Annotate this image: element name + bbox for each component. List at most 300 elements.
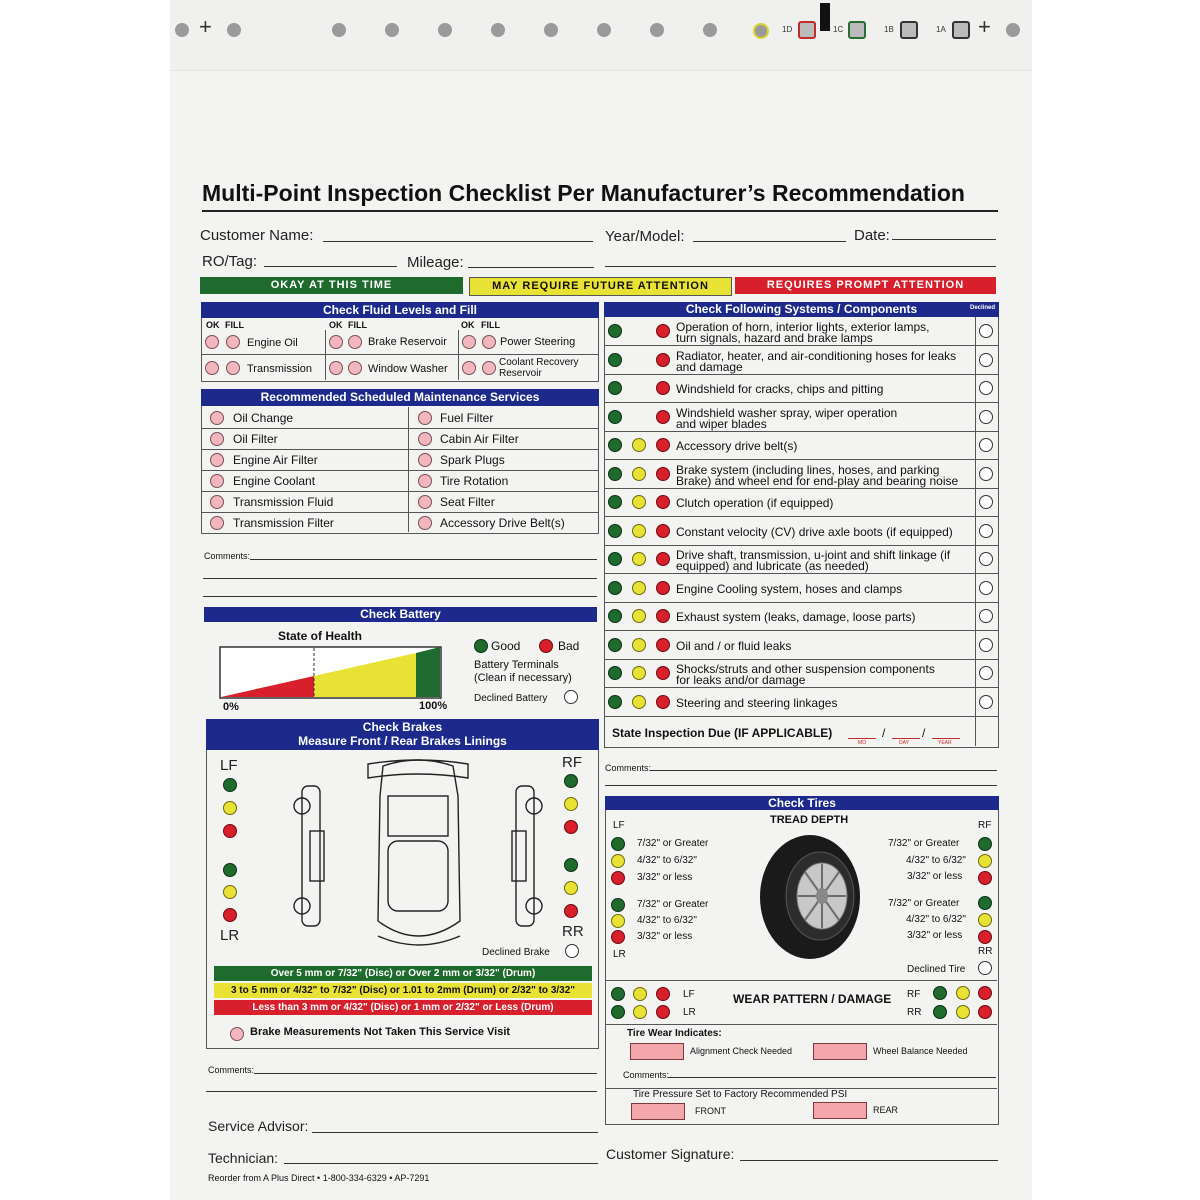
declined-brake-checkbox[interactable] bbox=[565, 944, 579, 958]
customer-signature-label: Customer Signature: bbox=[606, 1146, 735, 1162]
battery-good-indicator[interactable] bbox=[474, 639, 488, 653]
system-red-indicator[interactable] bbox=[656, 552, 670, 566]
system-item-label: equipped) and lubricate (as needed) bbox=[676, 559, 869, 573]
declined-tire-label: Declined Tire bbox=[907, 964, 966, 975]
system-green-indicator[interactable] bbox=[608, 353, 622, 367]
punch-hole bbox=[1006, 23, 1020, 37]
fluid-levels-title: Check Fluid Levels and Fill bbox=[201, 302, 599, 318]
system-item-label: Exhaust system (leaks, damage, loose parts) bbox=[676, 610, 916, 624]
battery-min-label: 0% bbox=[223, 701, 239, 713]
registration-mark-icon: + bbox=[199, 14, 212, 39]
lf-label: LF bbox=[220, 757, 238, 774]
wear-pattern-label: WEAR PATTERN / DAMAGE bbox=[733, 992, 892, 1006]
maintenance-item-label: Cabin Air Filter bbox=[440, 432, 519, 446]
system-green-indicator[interactable] bbox=[608, 609, 622, 623]
customer-signature-field[interactable] bbox=[740, 1160, 998, 1161]
system-item-label: Operation of horn, interior lights, exterior lamps, bbox=[676, 320, 930, 334]
rr-wear-yellow[interactable] bbox=[956, 1005, 970, 1019]
system-item-label: Windshield washer spray, wiper operation bbox=[676, 405, 898, 420]
customer-name-label: Customer Name: bbox=[200, 227, 314, 244]
comments-line[interactable] bbox=[250, 559, 597, 560]
lr-brake-red[interactable] bbox=[223, 908, 237, 922]
system-yellow-indicator[interactable] bbox=[632, 495, 646, 509]
ro-tag-field[interactable] bbox=[264, 266, 397, 267]
system-green-indicator[interactable] bbox=[608, 467, 622, 481]
rr-tread-green[interactable] bbox=[978, 896, 992, 910]
system-red-indicator[interactable] bbox=[656, 666, 670, 680]
copy-label: 1C bbox=[833, 25, 844, 34]
rf-wear-green[interactable] bbox=[933, 986, 947, 1000]
lr-tread-green[interactable] bbox=[611, 898, 625, 912]
lf-wear-green[interactable] bbox=[611, 987, 625, 1001]
brake-not-taken-label: Brake Measurements Not Taken This Service Visit bbox=[250, 1026, 511, 1038]
declined-battery-label: Declined Battery bbox=[474, 693, 548, 704]
punch-hole bbox=[650, 23, 664, 37]
day-label: DAY bbox=[899, 740, 909, 746]
front-label: FRONT bbox=[695, 1106, 726, 1116]
comments-line[interactable] bbox=[254, 1073, 597, 1074]
tire-icon bbox=[758, 832, 862, 962]
inspection-year-field[interactable] bbox=[932, 738, 960, 739]
alignment-label: Alignment Check Needed bbox=[690, 1046, 793, 1056]
battery-bad-indicator[interactable] bbox=[539, 639, 553, 653]
fluid-label: Engine Oil bbox=[247, 337, 298, 349]
system-yellow-indicator[interactable] bbox=[632, 581, 646, 595]
declined-brake-label: Declined Brake bbox=[482, 947, 550, 958]
mo-label: MO bbox=[858, 740, 867, 746]
lr-wear-red[interactable] bbox=[656, 1005, 670, 1019]
declined-tire-checkbox[interactable] bbox=[978, 961, 992, 975]
system-item-label: Clutch operation (if equipped) bbox=[676, 496, 834, 510]
system-red-indicator[interactable] bbox=[656, 410, 670, 424]
tread-depth-label: TREAD DEPTH bbox=[770, 814, 849, 826]
comments-line[interactable] bbox=[203, 578, 597, 579]
service-advisor-field[interactable] bbox=[312, 1132, 598, 1133]
tire-wear-indicates-label: Tire Wear Indicates: bbox=[627, 1028, 722, 1039]
wheel-balance-box[interactable] bbox=[813, 1043, 867, 1060]
inspection-month-field[interactable] bbox=[848, 738, 876, 739]
lr-brake-yellow[interactable] bbox=[223, 885, 237, 899]
declined-battery-checkbox[interactable] bbox=[564, 690, 578, 704]
legend-prompt: REQUIRES PROMPT ATTENTION bbox=[735, 277, 996, 294]
fluid-label: Transmission bbox=[247, 363, 312, 375]
engine-oil-ok-checkbox[interactable] bbox=[205, 335, 219, 349]
system-item-label: Windshield for cracks, chips and pitting bbox=[676, 382, 884, 396]
rr-brake-yellow[interactable] bbox=[564, 881, 578, 895]
tread-green-label: 7/32" or Greater bbox=[637, 838, 709, 849]
inspection-form bbox=[170, 0, 1032, 1200]
lr-tread-red[interactable] bbox=[611, 930, 625, 944]
system-green-indicator[interactable] bbox=[608, 410, 622, 424]
copy-marker-icon bbox=[798, 21, 816, 39]
wear-lr-label: LR bbox=[683, 1007, 696, 1018]
system-declined-checkbox[interactable] bbox=[979, 467, 993, 481]
fill-label: FILL bbox=[225, 320, 244, 330]
page-title: Multi-Point Inspection Checklist Per Manufacturer’s Recommendation bbox=[202, 180, 998, 212]
system-item-label: and wiper blades bbox=[676, 416, 767, 431]
windshield bbox=[388, 796, 448, 836]
system-red-indicator[interactable] bbox=[656, 381, 670, 395]
lf-wear-red[interactable] bbox=[656, 987, 670, 1001]
punch-hole bbox=[227, 23, 241, 37]
punch-hole bbox=[544, 23, 558, 37]
maintenance-item-label: Engine Coolant bbox=[233, 474, 316, 488]
rr-wear-green[interactable] bbox=[933, 1005, 947, 1019]
system-item-label: turn signals, hazard and brake lamps bbox=[676, 331, 873, 345]
system-red-indicator[interactable] bbox=[656, 638, 670, 652]
gauge-green-segment bbox=[416, 647, 440, 697]
system-red-indicator[interactable] bbox=[656, 438, 670, 452]
tread-red-label: 3/32" or less bbox=[637, 872, 693, 883]
system-item-label: Accessory drive belt(s) bbox=[676, 439, 798, 453]
transmission-ok-checkbox[interactable] bbox=[205, 361, 219, 375]
date-separator: / bbox=[922, 726, 926, 740]
maintenance-checkbox[interactable] bbox=[418, 453, 432, 467]
fluid-label: Reservoir bbox=[499, 368, 542, 379]
lr-wear-yellow[interactable] bbox=[633, 1005, 647, 1019]
maintenance-item-label: Oil Filter bbox=[233, 432, 278, 446]
lr-label: LR bbox=[220, 927, 240, 944]
system-declined-checkbox[interactable] bbox=[979, 666, 993, 680]
copy-marker-icon bbox=[900, 21, 918, 39]
system-declined-checkbox[interactable] bbox=[979, 381, 993, 395]
maintenance-item-label: Oil Change bbox=[233, 411, 294, 425]
divider bbox=[201, 512, 598, 513]
system-red-indicator[interactable] bbox=[656, 524, 670, 538]
window bbox=[512, 831, 526, 881]
wheel-hub bbox=[816, 888, 828, 904]
rf-brake-red[interactable] bbox=[564, 820, 578, 834]
punch-hole bbox=[597, 23, 611, 37]
alignment-check-box[interactable] bbox=[630, 1043, 684, 1060]
system-declined-checkbox[interactable] bbox=[979, 552, 993, 566]
system-green-indicator[interactable] bbox=[608, 324, 622, 338]
maintenance-checkbox[interactable] bbox=[418, 495, 432, 509]
year-label: YEAR bbox=[938, 740, 952, 746]
punch-hole bbox=[332, 23, 346, 37]
brake-green-range: Over 5 mm or 7/32" (Disc) or Over 2 mm or 3/32" (Drum) bbox=[214, 966, 592, 981]
perforated-strip bbox=[170, 0, 1032, 71]
maintenance-item-label: Transmission Fluid bbox=[233, 495, 334, 509]
system-red-indicator[interactable] bbox=[656, 324, 670, 338]
rr-wear-red[interactable] bbox=[978, 1005, 992, 1019]
maintenance-checkbox[interactable] bbox=[418, 411, 432, 425]
ro-tag-label: RO/Tag: bbox=[202, 253, 258, 270]
copy-label: 1A bbox=[936, 25, 946, 34]
lr-wear-green[interactable] bbox=[611, 1005, 625, 1019]
brake-reservoir-ok-checkbox[interactable] bbox=[329, 335, 343, 349]
system-declined-checkbox[interactable] bbox=[979, 410, 993, 424]
technician-field[interactable] bbox=[284, 1163, 598, 1164]
divider bbox=[605, 1024, 997, 1025]
maintenance-item-label: Accessory Drive Belt(s) bbox=[440, 516, 565, 530]
tread-yellow-label: 4/32" to 6/32" bbox=[637, 915, 697, 926]
lf-brake-yellow[interactable] bbox=[223, 801, 237, 815]
system-yellow-indicator[interactable] bbox=[632, 638, 646, 652]
wear-rr-label: RR bbox=[907, 1007, 922, 1018]
rr-label: RR bbox=[562, 923, 584, 940]
battery-bad-label: Bad bbox=[558, 639, 580, 653]
brake-yellow-range: 3 to 5 mm or 4/32" to 7/32" (Disc) or 1.01 to 2mm (Drum) or 2/32" to 3/32" bbox=[214, 983, 592, 998]
divider bbox=[201, 449, 598, 450]
lf-brake-green[interactable] bbox=[223, 778, 237, 792]
window-washer-fill-checkbox[interactable] bbox=[348, 361, 362, 375]
rr-brake-red[interactable] bbox=[564, 904, 578, 918]
system-yellow-indicator[interactable] bbox=[632, 524, 646, 538]
year-model-label: Year/Model: bbox=[605, 228, 685, 245]
maintenance-checkbox[interactable] bbox=[210, 516, 224, 530]
brake-reservoir-fill-checkbox[interactable] bbox=[348, 335, 362, 349]
state-of-health-label: State of Health bbox=[278, 629, 363, 643]
punch-hole bbox=[385, 23, 399, 37]
system-item-label: Brake system (including lines, hoses, and parking bbox=[676, 462, 940, 477]
battery-terminals-note: (Clean if necessary) bbox=[474, 672, 572, 684]
window-washer-ok-checkbox[interactable] bbox=[329, 361, 343, 375]
divider bbox=[605, 980, 997, 981]
lr-tread-yellow[interactable] bbox=[611, 914, 625, 928]
tread-yellow-label: 4/32" to 6/32" bbox=[906, 914, 966, 925]
ok-label: OK bbox=[461, 320, 475, 330]
comments-label: Comments: bbox=[605, 763, 652, 773]
window bbox=[310, 831, 324, 881]
system-yellow-indicator[interactable] bbox=[632, 438, 646, 452]
system-green-indicator[interactable] bbox=[608, 495, 622, 509]
year-model-field[interactable] bbox=[693, 241, 846, 242]
inspection-day-field[interactable] bbox=[892, 738, 920, 739]
power-steering-ok-checkbox[interactable] bbox=[462, 335, 476, 349]
fluid-label: Coolant Recovery bbox=[499, 357, 579, 368]
comments-line[interactable] bbox=[203, 596, 597, 597]
system-green-indicator[interactable] bbox=[608, 666, 622, 680]
system-yellow-indicator[interactable] bbox=[632, 609, 646, 623]
maintenance-checkbox[interactable] bbox=[418, 432, 432, 446]
divider bbox=[458, 330, 459, 380]
rear-pressure-box[interactable] bbox=[813, 1102, 867, 1119]
maintenance-checkbox[interactable] bbox=[210, 432, 224, 446]
comments-line[interactable] bbox=[605, 785, 997, 786]
rf-tread-green[interactable] bbox=[978, 837, 992, 851]
system-red-indicator[interactable] bbox=[656, 495, 670, 509]
punch-hole bbox=[438, 23, 452, 37]
system-declined-checkbox[interactable] bbox=[979, 324, 993, 338]
lf-brake-red[interactable] bbox=[223, 824, 237, 838]
lf-tread-yellow[interactable] bbox=[611, 854, 625, 868]
legend-ok: OKAY AT THIS TIME bbox=[200, 277, 463, 294]
system-declined-checkbox[interactable] bbox=[979, 353, 993, 367]
fluid-label: Power Steering bbox=[500, 336, 576, 348]
roof bbox=[388, 841, 448, 911]
system-item-label: Constant velocity (CV) drive axle boots (if equipped) bbox=[676, 524, 953, 539]
maintenance-item-label: Transmission Filter bbox=[233, 516, 334, 530]
system-item-label: Drive shaft, transmission, u-joint and shift linkage (if bbox=[676, 548, 951, 562]
battery-title: Check Battery bbox=[204, 607, 597, 622]
lf-tread-red[interactable] bbox=[611, 871, 625, 885]
state-inspection-label: State Inspection Due (IF APPLICABLE) bbox=[612, 726, 833, 740]
maintenance-item-label: Tire Rotation bbox=[440, 474, 509, 488]
system-green-indicator[interactable] bbox=[608, 581, 622, 595]
system-red-indicator[interactable] bbox=[656, 467, 670, 481]
tread-red-label: 3/32" or less bbox=[637, 931, 693, 942]
system-red-indicator[interactable] bbox=[656, 695, 670, 709]
fluid-label: Brake Reservoir bbox=[368, 336, 447, 348]
rr-tread-yellow[interactable] bbox=[978, 913, 992, 927]
customer-name-field[interactable] bbox=[323, 241, 593, 242]
divider bbox=[201, 428, 598, 429]
rr-brake-green[interactable] bbox=[564, 858, 578, 872]
maintenance-checkbox[interactable] bbox=[210, 411, 224, 425]
ok-label: OK bbox=[329, 320, 343, 330]
brake-not-taken-checkbox[interactable] bbox=[230, 1027, 244, 1041]
system-red-indicator[interactable] bbox=[656, 353, 670, 367]
service-advisor-label: Service Advisor: bbox=[208, 1118, 309, 1134]
date-field[interactable] bbox=[892, 239, 996, 240]
mileage-field[interactable] bbox=[468, 267, 594, 268]
maintenance-checkbox[interactable] bbox=[210, 474, 224, 488]
system-red-indicator[interactable] bbox=[656, 581, 670, 595]
divider bbox=[201, 354, 598, 355]
tread-green-label: 7/32" or Greater bbox=[637, 899, 709, 910]
system-yellow-indicator[interactable] bbox=[632, 467, 646, 481]
rf-wear-yellow[interactable] bbox=[956, 986, 970, 1000]
system-declined-checkbox[interactable] bbox=[979, 495, 993, 509]
fill-label: FILL bbox=[348, 320, 367, 330]
punch-hole bbox=[491, 23, 505, 37]
comments-label: Comments: bbox=[623, 1070, 670, 1080]
lf-tread-green[interactable] bbox=[611, 837, 625, 851]
maintenance-checkbox[interactable] bbox=[418, 474, 432, 488]
header-extra-line bbox=[605, 266, 996, 267]
system-item-label: for leaks and/or damage bbox=[676, 673, 806, 687]
maintenance-checkbox[interactable] bbox=[418, 516, 432, 530]
rf-label: RF bbox=[562, 754, 582, 771]
tire-rf-label: RF bbox=[978, 820, 992, 831]
date-label: Date: bbox=[854, 227, 890, 244]
coolant-recovery-fill-checkbox[interactable] bbox=[482, 361, 496, 375]
date-separator: / bbox=[882, 726, 886, 740]
lf-wear-yellow[interactable] bbox=[633, 987, 647, 1001]
rf-wear-red[interactable] bbox=[978, 986, 992, 1000]
tread-red-label: 3/32" or less bbox=[907, 930, 963, 941]
registration-mark-icon: + bbox=[978, 14, 991, 39]
system-declined-checkbox[interactable] bbox=[979, 609, 993, 623]
system-yellow-indicator[interactable] bbox=[632, 666, 646, 680]
tread-red-label: 3/32" or less bbox=[907, 871, 963, 882]
maintenance-checkbox[interactable] bbox=[210, 495, 224, 509]
system-declined-checkbox[interactable] bbox=[979, 581, 993, 595]
fill-label: FILL bbox=[481, 320, 500, 330]
system-item-label: and damage bbox=[676, 359, 743, 374]
front-pressure-box[interactable] bbox=[631, 1103, 685, 1120]
system-red-indicator[interactable] bbox=[656, 609, 670, 623]
comments-line[interactable] bbox=[206, 1091, 597, 1092]
color-tab bbox=[820, 3, 830, 31]
engine-oil-fill-checkbox[interactable] bbox=[226, 335, 240, 349]
system-declined-checkbox[interactable] bbox=[979, 438, 993, 452]
maintenance-item-label: Seat Filter bbox=[440, 495, 495, 509]
tire-lr-label: LR bbox=[613, 949, 626, 960]
lr-brake-green[interactable] bbox=[223, 863, 237, 877]
maintenance-title: Recommended Scheduled Maintenance Services bbox=[201, 389, 599, 406]
reorder-info: Reorder from A Plus Direct • 1-800-334-6329 • AP-7291 bbox=[208, 1173, 430, 1183]
rf-tread-yellow[interactable] bbox=[978, 854, 992, 868]
system-declined-checkbox[interactable] bbox=[979, 695, 993, 709]
divider bbox=[201, 470, 598, 471]
maintenance-item-label: Fuel Filter bbox=[440, 411, 494, 425]
battery-max-label: 100% bbox=[419, 700, 448, 712]
system-item-label: Radiator, heater, and air-conditioning hoses for leaks bbox=[676, 348, 957, 363]
comments-label: Comments: bbox=[208, 1065, 255, 1075]
legend-future: MAY REQUIRE FUTURE ATTENTION bbox=[469, 277, 732, 296]
wear-rf-label: RF bbox=[907, 989, 921, 1000]
car-side-body bbox=[516, 786, 534, 926]
car-side-body bbox=[302, 786, 320, 926]
system-item-label: Brake) and wheel end for end-play and bearing noise bbox=[676, 473, 959, 488]
maintenance-item-label: Engine Air Filter bbox=[233, 453, 318, 467]
declined-column-label: Declined bbox=[970, 305, 996, 311]
system-green-indicator[interactable] bbox=[608, 524, 622, 538]
punch-hole bbox=[175, 23, 189, 37]
tire-lf-label: LF bbox=[613, 820, 625, 831]
copy-marker-icon bbox=[848, 21, 866, 39]
system-declined-checkbox[interactable] bbox=[979, 638, 993, 652]
transmission-fill-checkbox[interactable] bbox=[226, 361, 240, 375]
system-yellow-indicator[interactable] bbox=[632, 695, 646, 709]
brake-red-range: Less than 3 mm or 4/32" (Disc) or 1 mm or 2/32" or Less (Drum) bbox=[214, 1000, 592, 1015]
brakes-title bbox=[206, 719, 599, 750]
brakes-title-line2: Measure Front / Rear Brakes Linings bbox=[298, 734, 507, 748]
system-declined-checkbox[interactable] bbox=[979, 524, 993, 538]
system-item-label: Steering and steering linkages bbox=[676, 695, 838, 710]
divider bbox=[325, 330, 326, 380]
systems-title: Check Following Systems / Components bbox=[604, 302, 999, 317]
system-green-indicator[interactable] bbox=[608, 381, 622, 395]
tire-rr-label: RR bbox=[978, 946, 993, 957]
system-green-indicator[interactable] bbox=[608, 552, 622, 566]
rear-label: REAR bbox=[873, 1105, 899, 1115]
system-item-label: Engine Cooling system, hoses and clamps bbox=[676, 581, 903, 596]
rf-tread-red[interactable] bbox=[978, 871, 992, 885]
tread-green-label: 7/32" or Greater bbox=[888, 838, 960, 849]
comments-line[interactable] bbox=[668, 1077, 996, 1078]
rr-tread-red[interactable] bbox=[978, 930, 992, 944]
rf-brake-yellow[interactable] bbox=[564, 797, 578, 811]
brakes-title-line1: Check Brakes bbox=[362, 720, 443, 734]
tread-yellow-label: 4/32" to 6/32" bbox=[637, 855, 697, 866]
comments-line[interactable] bbox=[650, 770, 997, 771]
ok-label: OK bbox=[206, 320, 220, 330]
power-steering-fill-checkbox[interactable] bbox=[482, 335, 496, 349]
system-yellow-indicator[interactable] bbox=[632, 552, 646, 566]
copy-label: 1D bbox=[782, 25, 793, 34]
vehicle-diagram-icon bbox=[288, 756, 550, 956]
maintenance-item-label: Spark Plugs bbox=[440, 453, 505, 467]
punch-hole bbox=[753, 23, 769, 39]
system-item-label: Shocks/struts and other suspension components bbox=[676, 662, 935, 676]
battery-good-label: Good bbox=[491, 639, 521, 653]
mileage-label: Mileage: bbox=[407, 254, 464, 271]
system-green-indicator[interactable] bbox=[608, 638, 622, 652]
punch-hole bbox=[703, 23, 717, 37]
copy-label: 1B bbox=[884, 25, 894, 34]
system-green-indicator[interactable] bbox=[608, 695, 622, 709]
rf-brake-green[interactable] bbox=[564, 774, 578, 788]
fluid-label: Window Washer bbox=[368, 363, 448, 375]
maintenance-checkbox[interactable] bbox=[210, 453, 224, 467]
coolant-recovery-ok-checkbox[interactable] bbox=[462, 361, 476, 375]
tread-yellow-label: 4/32" to 6/32" bbox=[906, 855, 966, 866]
system-green-indicator[interactable] bbox=[608, 438, 622, 452]
tread-green-label: 7/32" or Greater bbox=[888, 898, 960, 909]
